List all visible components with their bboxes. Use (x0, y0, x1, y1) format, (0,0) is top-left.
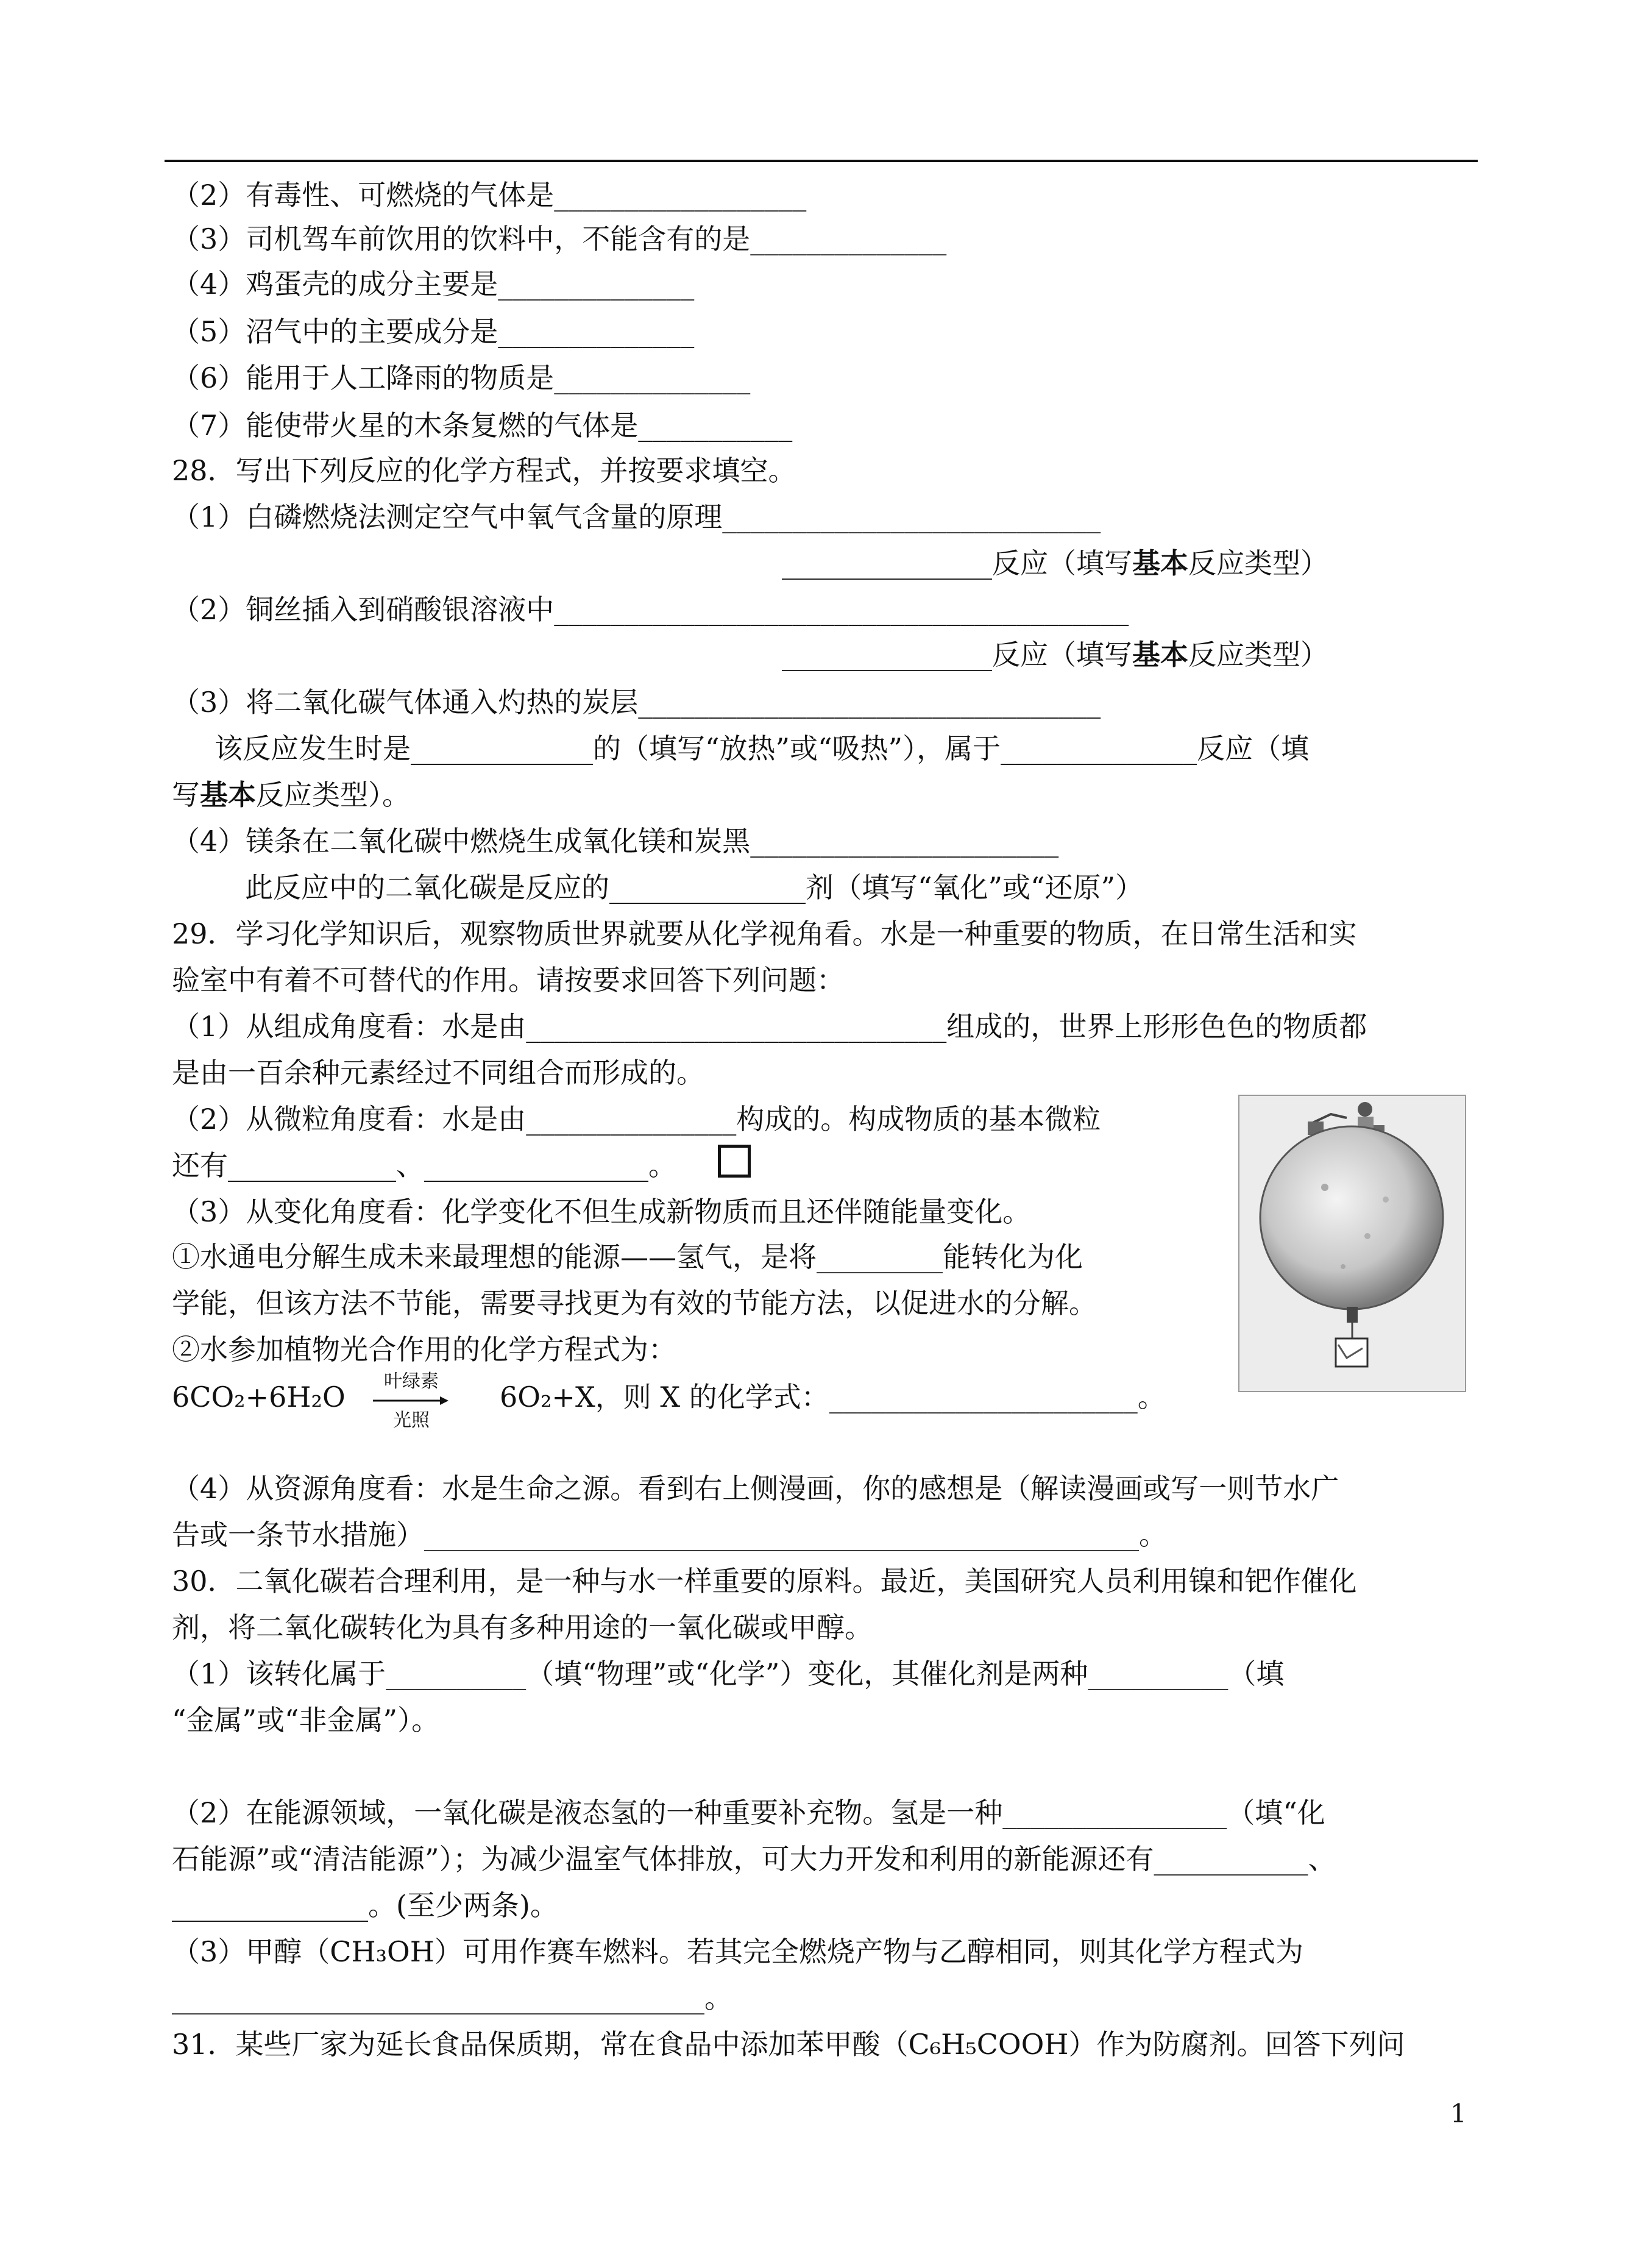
equation-products: 6O₂+X，则 X 的化学式：______________________。 (500, 1381, 1166, 1413)
q28-item-3-type: 写基本反应类型）。 (172, 778, 410, 811)
emphasis-basic: 基本 (200, 778, 256, 811)
q30-item-2b: 石能源”或“清洁能源”）；为减少温室气体排放，可大力开发和利用的新能源还有___________、 (172, 1843, 1336, 1875)
q29-item-4a: （4）从资源角度看：水是生命之源。看到右上侧漫画，你的感想是（解读漫画或写一则节水广 (172, 1472, 1339, 1505)
q29-stem-2: 验室中有着不可替代的作用。请按要求回答下列问题： (172, 964, 845, 997)
q27-item-3: （3）司机驾车前饮用的饮料中，不能含有的是______________ (172, 222, 947, 255)
q29-item-3-1a: ①水通电分解生成未来最理想的能源——氢气，是将_________能转化为化 (172, 1240, 1083, 1273)
q30-item-3a: （3）甲醇（CH₃OH）可用作赛车燃料。若其完全燃烧产物与乙醇相同，则其化学方程式为 (172, 1935, 1303, 1968)
q30-item-1a: （1）该转化属于__________（填“物理”或“化学”）变化，其催化剂是两种__________（填 (172, 1657, 1285, 1690)
q30-stem-1: 30．二氧化碳若合理利用，是一种与水一样重要的原料。最近，美国研究人员利用镍和钯作催化 (172, 1565, 1357, 1598)
q28-item-4: （4）镁条在二氧化碳中燃烧生成氧化镁和炭黑______________________ (172, 825, 1059, 858)
emphasis-basic: 基本 (1132, 547, 1188, 580)
q28-item-1: （1）白磷燃烧法测定空气中氧气含量的原理___________________________ (172, 500, 1101, 533)
q27-item-2: （2）有毒性、可燃烧的气体是__________________ (172, 179, 807, 212)
q29-item-3-1b: 学能，但该方法不节能，需要寻找更为有效的节能方法，以促进水的分解。 (172, 1287, 1097, 1320)
q29-item-1a: （1）从组成角度看：水是由______________________________组成的，世界上形形色色的物质都 (172, 1010, 1367, 1043)
q29-item-1b: 是由一百余种元素经过不同组合而形成的。 (172, 1056, 704, 1089)
q30-item-2a: （2）在能源领域，一氧化碳是液态氢的一种重要补充物。氢是一种________________（填“化 (172, 1796, 1325, 1829)
q28-item-4-agent: 此反应中的二氧化碳是反应的______________剂（填写“氧化”或“还原”） (245, 871, 1144, 904)
emphasis-basic: 基本 (1132, 638, 1188, 671)
q29-stem-1: 29．学习化学知识后，观察物质世界就要从化学视角看。水是一种重要的物质，在日常生活和实 (172, 917, 1357, 950)
q29-item-3-2: ②水参加植物光合作用的化学方程式为： (172, 1333, 676, 1366)
q28-stem: 28．写出下列反应的化学方程式，并按要求填空。 (172, 454, 796, 487)
q30-item-2c: ______________。(至少两条)。 (172, 1889, 558, 1922)
q27-item-6: （6）能用于人工降雨的物质是______________ (172, 361, 751, 394)
q30-stem-2: 剂，将二氧化碳转化为具有多种用途的一氧化碳或甲醇。 (172, 1611, 873, 1644)
q28-item-3-heat: 该反应发生时是_____________的（填写“放热”或“吸热”），属于______________反应（填 (214, 732, 1310, 765)
q27-item-5: （5）沼气中的主要成分是______________ (172, 315, 695, 348)
answer-box (718, 1145, 751, 1178)
condition-light: 光照 (393, 1410, 430, 1431)
q28-item-1-type: _______________反应（填写基本反应类型） (782, 547, 1328, 580)
q29-item-2b: 还有____________、________________。 (172, 1149, 676, 1182)
q28-item-2: （2）铜丝插入到硝酸银溶液中_________________________________________ (172, 593, 1129, 626)
condition-chlorophyll: 叶绿素 (384, 1371, 439, 1392)
q30-item-1b: “金属”或“非金属”）。 (172, 1704, 440, 1737)
q27-item-7: （7）能使带火星的木条复燃的气体是___________ (172, 409, 793, 442)
water-cartoon-image (1238, 1095, 1466, 1392)
q29-item-3: （3）从变化角度看：化学变化不但生成新物质而且还伴随能量变化。 (172, 1195, 1031, 1228)
q27-item-4: （4）鸡蛋壳的成分主要是______________ (172, 268, 695, 300)
page-number: 1 (1450, 2099, 1467, 2128)
arrow-icon (372, 1395, 451, 1407)
header-rule (165, 160, 1478, 162)
q31-stem: 31．某些厂家为延长食品保质期，常在食品中添加苯甲酸（C₆H₅COOH）作为防腐剂。回答下列问 (172, 2028, 1405, 2061)
reaction-arrow (372, 1371, 451, 1438)
q29-item-4b: 告或一条节水措施）___________________________________________________。 (172, 1518, 1167, 1551)
q29-item-2a: （2）从微粒角度看：水是由_______________构成的。构成物质的基本微粒 (172, 1103, 1101, 1136)
q30-item-3b: ______________________________________。 (172, 1982, 732, 2014)
q28-item-3: （3）将二氧化碳气体通入灼热的炭层_________________________________ (172, 686, 1101, 719)
q28-item-2-type: _______________反应（填写基本反应类型） (782, 638, 1328, 671)
equation-reactants: 6CO₂+6H₂O (172, 1381, 346, 1413)
